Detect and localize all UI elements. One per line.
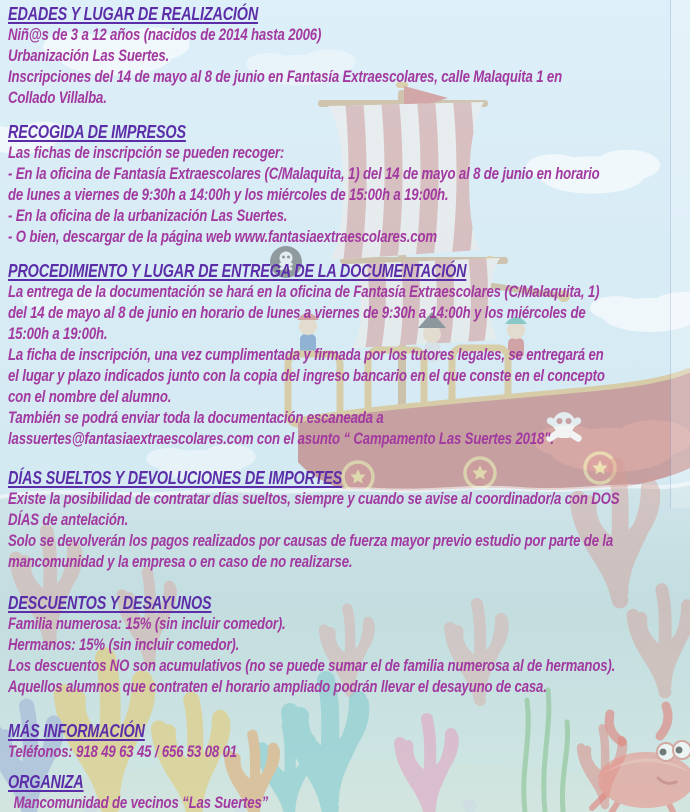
text-line: lassuertes@fantasiaextraescolares.com con el asunto “ Campamento Las Suertes 2018".: [8, 430, 554, 448]
text-line: con el nombre del alumno.: [8, 388, 172, 406]
text-line: Las fichas de inscripción se pueden recoger:: [8, 144, 285, 162]
text-line: Familia numerosa: 15% (sin incluir comedor).: [8, 615, 286, 633]
text-line: Aquellos alumnos que contraten el horario ampliado podrán llevar el desayuno de casa.: [8, 678, 547, 696]
text-line: 15:00h a 19:00h.: [8, 325, 108, 343]
section-mas-informacion: [8, 721, 685, 763]
section-heading: PROCEDIMIENTO Y LUGAR DE ENTREGA DE LA DOCUMENTACIÓN: [8, 261, 467, 281]
section-heading: ORGANIZA: [8, 772, 84, 792]
text-line: Niñ@s de 3 a 12 años (nacidos de 2014 hasta 2006): [8, 26, 322, 44]
section-descuentos: [8, 593, 685, 698]
section-recogida: [8, 122, 685, 248]
section-heading: DESCUENTOS Y DESAYUNOS: [8, 593, 212, 613]
section-heading: EDADES Y LUGAR DE REALIZACIÓN: [8, 4, 259, 24]
text-line: Inscripciones del 14 de mayo al 8 de junio en Fantasía Extraescolares, calle Malaquita 1 en: [8, 68, 563, 86]
text-line: - En la oficina de Fantasía Extraescolares (C/Malaquita, 1) del 14 de mayo al 8 de junio en horario: [8, 165, 600, 183]
section-heading: RECOGIDA DE IMPRESOS: [8, 122, 186, 142]
section-heading: MÁS INFORMACIÓN: [8, 721, 145, 741]
section-organiza: [8, 772, 685, 812]
text-line: Mancomunidad de vecinos “Las Suertes”: [13, 794, 269, 812]
text-line: de lunes a viernes de 9:30h a 14:00h y los miércoles de 15:00h a 19:00h.: [8, 186, 449, 204]
text-line: Solo se devolverán los pagos realizados por causas de fuerza mayor previo estudio por parte de la: [8, 532, 614, 550]
text-line: Los descuentos NO son acumulativos (no se puede sumar el de familia numerosa al de hermanos).: [8, 657, 616, 675]
text-line: el lugar y plazo indicados junto con la copia del ingreso bancario en el que conste en el concepto: [8, 367, 605, 385]
text-line: - O bien, descargar de la página web www.fantasiaextraescolares.com: [8, 228, 437, 246]
text-line: Teléfonos: 918 49 63 45 / 656 53 08 01: [8, 743, 237, 761]
text-line: Collado Villalba.: [8, 89, 107, 107]
section-procedimiento: [8, 261, 685, 450]
section-heading: DÍAS SUELTOS Y DEVOLUCIONES DE IMPORTES: [8, 468, 343, 488]
text-line: DÍAS de antelación.: [8, 511, 129, 529]
section-edades: [8, 4, 685, 109]
section-dias-sueltos: [8, 468, 685, 573]
text-line: - En la oficina de la urbanización Las Suertes.: [8, 207, 288, 225]
text-line: Hermanos: 15% (sin incluir comedor).: [8, 636, 240, 654]
text-line: mancomunidad y la empresa o en caso de no realizarse.: [8, 553, 353, 571]
text-line: También se podrá enviar toda la documentación escaneada a: [8, 409, 384, 427]
text-line: Existe la posibilidad de contratar días sueltos, siempre y cuando se avise al coordinador/a con DOS: [8, 490, 620, 508]
text-line: del 14 de mayo al 8 de junio en horario de lunes a viernes de 9:30h a 14:00h y los miércoles de: [8, 304, 586, 322]
text-line: Urbanización Las Suertes.: [8, 47, 170, 65]
text-line: La entrega de la documentación se hará en la oficina de Fantasía Extraescolares (C/Malaquita, 1): [8, 283, 600, 301]
text-line: La ficha de inscripción, una vez cumplimentada y firmada por los tutores legales, se entregará en: [8, 346, 604, 364]
